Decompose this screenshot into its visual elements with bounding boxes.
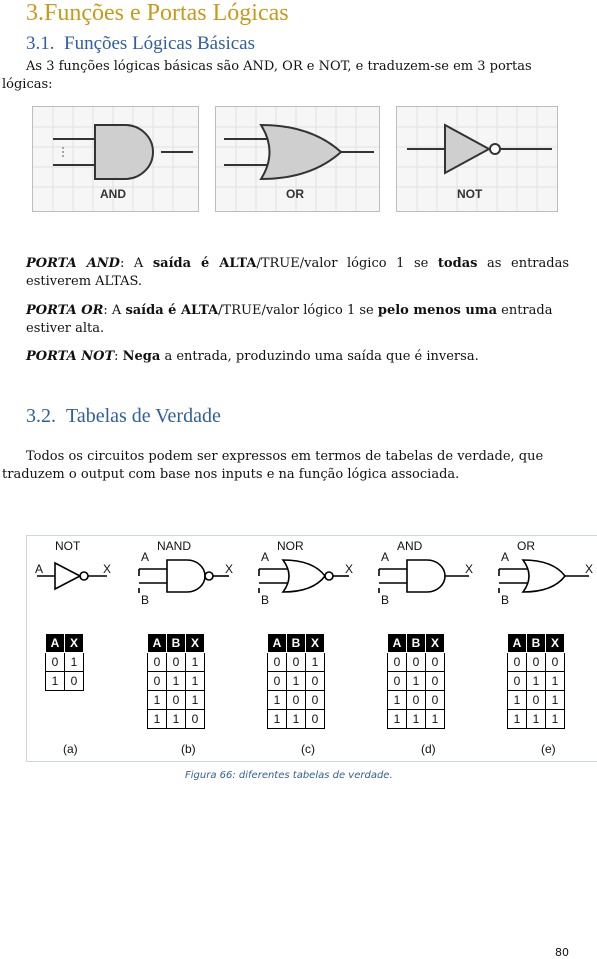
pin-x-not: X (103, 562, 112, 576)
truth-table-cell: 1 (148, 691, 167, 710)
truth-table-nand (147, 633, 205, 729)
truth-table-cell: 1 (407, 710, 426, 729)
truth-table-row (268, 653, 325, 672)
gate-title-nand: NAND (157, 539, 192, 553)
truth-table-cell: 0 (407, 653, 426, 672)
truth-table-cell: 0 (65, 672, 84, 691)
truth-table-cell: 1 (388, 710, 407, 729)
truth-table-row (268, 710, 325, 729)
or-gate-symbol (499, 560, 589, 593)
truth-table-cell: 1 (287, 672, 306, 691)
not-gate-symbol (37, 563, 107, 589)
truth-table-cell: 0 (527, 691, 546, 710)
truth-table-row (268, 691, 325, 710)
truth-table-cell: 0 (527, 653, 546, 672)
pin-b-and: B (381, 593, 390, 607)
truth-table-header-cell: B (167, 634, 186, 653)
pin-a-or: A (501, 550, 510, 564)
truth-table-cell: 1 (65, 653, 84, 672)
truth-table-cell: 1 (306, 653, 325, 672)
truth-table-cell: 1 (388, 691, 407, 710)
truth-table-header-cell: X (546, 634, 565, 653)
or-def-text-2: /TRUE/valor lógico 1 se (218, 303, 378, 318)
truth-table-header-cell: X (426, 634, 445, 653)
and-gate-image (32, 106, 199, 212)
sublabel-or: (e) (541, 742, 556, 756)
truth-table-cell: 0 (407, 691, 426, 710)
truth-table-cell: 1 (527, 710, 546, 729)
truth-table-header-cell: A (388, 634, 407, 653)
pin-a-nand: A (141, 550, 150, 564)
not-def-text-2: a entrada, produzindo uma saída que é inversa. (160, 349, 479, 364)
truth-table-row (508, 653, 565, 672)
section-title: Tabelas de Verdade (66, 405, 221, 427)
truth-table-header-cell: A (46, 634, 65, 653)
truth-table-header (508, 634, 565, 653)
truth-table-cell: 0 (148, 653, 167, 672)
and-def-bold-2: todas (437, 256, 478, 271)
or-gate-label: OR (286, 187, 304, 201)
truth-table-header (46, 634, 84, 653)
truth-table-row (148, 710, 205, 729)
truth-table-row (148, 672, 205, 691)
gate-title-nor: NOR (277, 539, 304, 553)
and-gate-name: PORTA AND (26, 256, 120, 271)
intro-line-1: As 3 funções lógicas básicas são AND, OR e NOT, e traduzem-se em 3 portas (26, 59, 532, 74)
truth-table-row (148, 653, 205, 672)
truth-table-row (46, 653, 84, 672)
or-def-text-3: entrada (497, 303, 553, 318)
pin-b-nor: B (261, 593, 270, 607)
truth-table-row (508, 710, 565, 729)
chapter-title: Funções e Portas Lógicas (44, 0, 289, 26)
figure-caption: Figura 66: diferentes tabelas de verdade. (185, 770, 393, 781)
pin-a-and: A (381, 550, 390, 564)
not-def-text-1: : (114, 349, 123, 364)
truth-table-row (388, 653, 445, 672)
and-def-bold-1: saída é ALTA (152, 256, 257, 271)
truth-table-cell: 0 (546, 653, 565, 672)
truth-table-cell: 0 (46, 653, 65, 672)
pin-x-nor: X (345, 562, 354, 576)
not-gate-label: NOT (457, 187, 483, 201)
truth-table-header (148, 634, 205, 653)
truth-table-cell: 1 (186, 672, 205, 691)
truth-table-header-cell: X (306, 634, 325, 653)
not-gate-image (396, 106, 558, 212)
truth-table-cell: 0 (388, 653, 407, 672)
pin-b-nand: B (141, 593, 150, 607)
pin-x-and: X (465, 562, 474, 576)
pin-a-nor: A (261, 550, 270, 564)
truth-table-cell: 1 (268, 691, 287, 710)
truth-table-cell: 0 (306, 691, 325, 710)
truth-table-cell: 0 (306, 710, 325, 729)
truth-table-row (388, 710, 445, 729)
truth-table-cell: 1 (46, 672, 65, 691)
truth-table-cell: 1 (527, 672, 546, 691)
or-definition-line-2: estiver alta. (26, 321, 105, 336)
truth-table-cell: 0 (268, 653, 287, 672)
and-definition-line-1 (26, 255, 569, 273)
not-def-bold-1: Nega (122, 349, 161, 364)
truth-table-cell: 0 (508, 672, 527, 691)
pin-a-not: A (35, 562, 44, 576)
or-def-bold-1: saída é ALTA (125, 303, 219, 318)
gate-symbols (27, 536, 597, 616)
or-gate-name: PORTA OR (26, 303, 104, 318)
truth-table-cell: 1 (508, 710, 527, 729)
chapter-number: 3. (26, 0, 44, 26)
truth-table-row (46, 672, 84, 691)
truth-table-cell: 1 (268, 710, 287, 729)
and-def-text-2: /TRUE/valor lógico 1 se (256, 256, 438, 271)
truth-table-cell: 0 (148, 672, 167, 691)
truth-table-cell: 1 (148, 710, 167, 729)
truth-table-cell: 1 (546, 710, 565, 729)
or-def-bold-2: pelo menos uma (377, 303, 497, 318)
truth-table-cell: 0 (287, 653, 306, 672)
gate-title-and: AND (397, 539, 423, 553)
truth-table-row (388, 691, 445, 710)
gate-title-not: NOT (55, 539, 81, 553)
truth-table-header-cell: B (287, 634, 306, 653)
truth-table-header (268, 634, 325, 653)
truth-table-row (388, 672, 445, 691)
truth-table-header-cell: A (148, 634, 167, 653)
not-definition (26, 348, 479, 366)
or-def-text-1: : A (103, 303, 126, 318)
truth-table-cell: 0 (508, 653, 527, 672)
truth-intro-line-1: Todos os circuitos podem ser expressos em termos de tabelas de verdade, que (26, 449, 544, 464)
truth-table-row (508, 672, 565, 691)
truth-table-cell: 0 (306, 672, 325, 691)
section-number: 3.1. (26, 33, 55, 54)
intro-line-2: lógicas: (2, 77, 53, 92)
pin-x-nand: X (225, 562, 234, 576)
truth-table-header-cell: A (268, 634, 287, 653)
and-gate-symbol (379, 560, 469, 593)
pin-x-or: X (585, 562, 594, 576)
sublabel-nand: (b) (181, 742, 196, 756)
section-number: 3.2. (26, 405, 56, 427)
truth-table-and (387, 633, 445, 729)
truth-table-header-cell: A (508, 634, 527, 653)
truth-table-header-cell: B (527, 634, 546, 653)
or-definition-line-1 (26, 302, 552, 320)
truth-table-cell: 1 (167, 672, 186, 691)
truth-table-cell: 1 (546, 672, 565, 691)
truth-table-cell: 0 (167, 653, 186, 672)
nor-gate-symbol (259, 560, 349, 593)
truth-table-cell: 1 (287, 710, 306, 729)
truth-table-row (148, 691, 205, 710)
truth-table-cell: 1 (167, 710, 186, 729)
page-number: 80 (555, 946, 569, 959)
truth-table-row (268, 672, 325, 691)
truth-table-cell: 0 (268, 672, 287, 691)
pin-b-or: B (501, 593, 510, 607)
truth-tables-figure (26, 535, 597, 762)
section-title: Funções Lógicas Básicas (64, 33, 256, 54)
section-heading-3-2 (26, 405, 221, 428)
truth-table-cell: 0 (287, 691, 306, 710)
and-def-text-3: as entradas (477, 256, 569, 271)
truth-table-cell: 0 (426, 672, 445, 691)
sublabel-nor: (c) (301, 742, 315, 756)
nand-gate-symbol (139, 560, 229, 593)
truth-table-cell: 0 (426, 691, 445, 710)
truth-intro-line-2: traduzem o output com base nos inputs e na função lógica associada. (2, 467, 460, 482)
or-gate-image (215, 106, 380, 212)
truth-table-header-cell: X (186, 634, 205, 653)
truth-table-cell: 1 (407, 672, 426, 691)
truth-table-or (507, 633, 565, 729)
truth-table-row (508, 691, 565, 710)
truth-table-cell: 0 (186, 710, 205, 729)
section-heading-3-1 (26, 33, 255, 55)
and-definition-line-2: estiverem ALTAS. (26, 274, 143, 289)
and-def-text-1: : A (119, 256, 153, 271)
truth-table-cell: 1 (546, 691, 565, 710)
truth-table-cell: 1 (508, 691, 527, 710)
truth-table-nor (267, 633, 325, 729)
truth-table-cell: 0 (167, 691, 186, 710)
truth-table-not (45, 633, 84, 691)
truth-table-cell: 0 (388, 672, 407, 691)
and-gate-label: AND (100, 187, 126, 201)
truth-table-header (388, 634, 445, 653)
sublabel-and: (d) (421, 742, 436, 756)
chapter-heading (26, 0, 289, 27)
truth-table-cell: 0 (426, 653, 445, 672)
truth-table-header-cell: B (407, 634, 426, 653)
sublabel-not: (a) (63, 742, 78, 756)
truth-table-cell: 1 (426, 710, 445, 729)
truth-table-cell: 1 (186, 691, 205, 710)
truth-table-cell: 1 (186, 653, 205, 672)
not-gate-name: PORTA NOT (26, 349, 115, 364)
gate-title-or: OR (517, 539, 535, 553)
truth-table-header-cell: X (65, 634, 84, 653)
